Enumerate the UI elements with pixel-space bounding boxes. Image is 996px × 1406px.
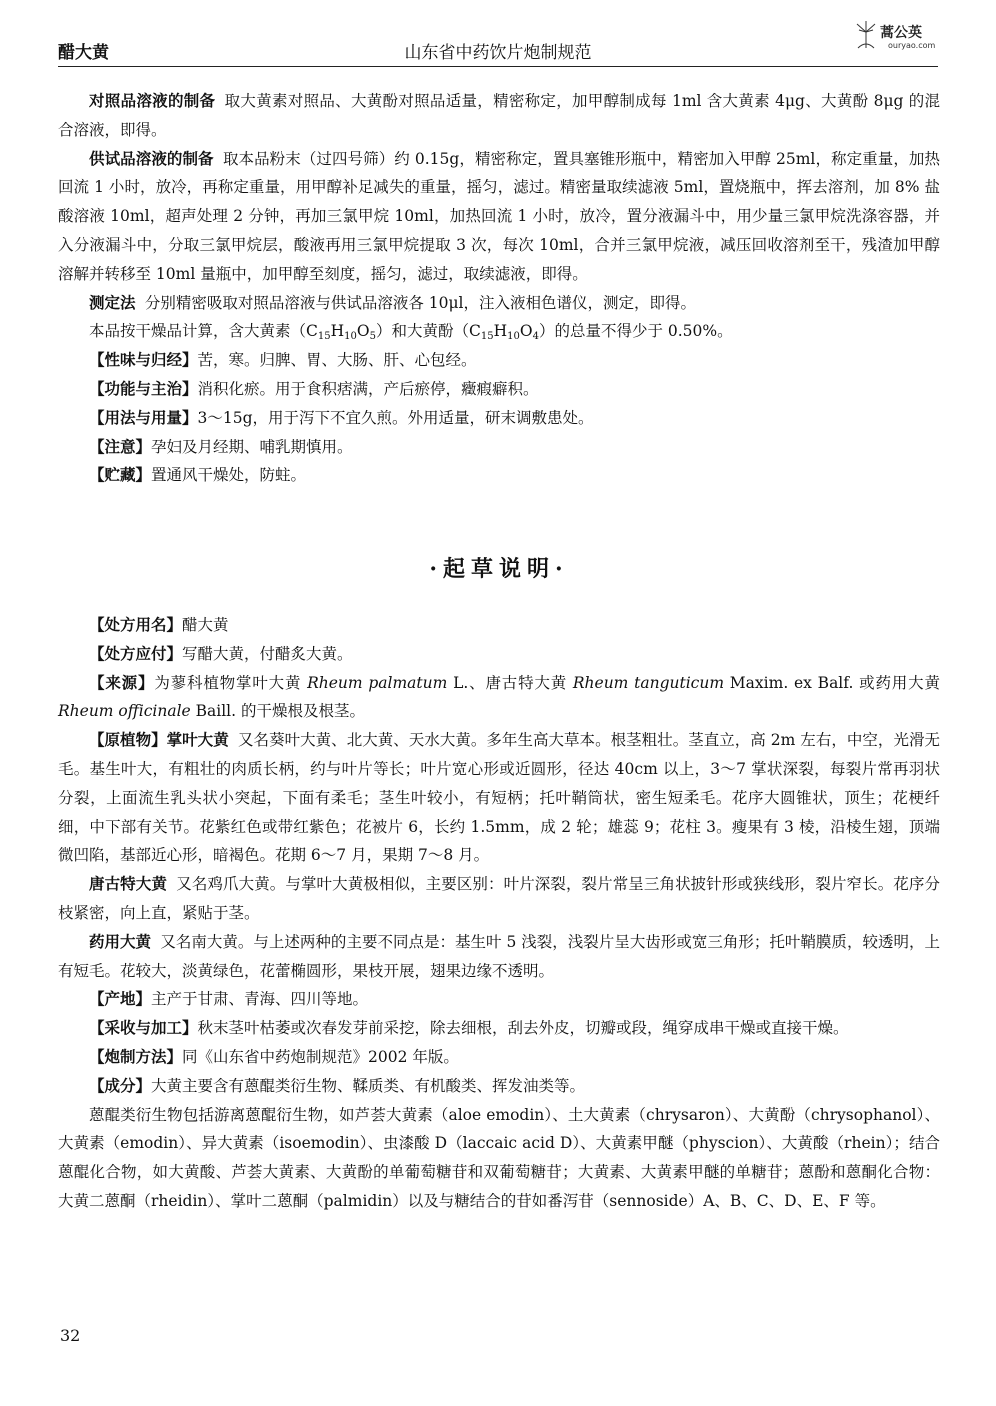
subsection-label: 掌叶大黄	[166, 730, 229, 750]
header-center-title: 山东省中药饮片炮制规范	[404, 43, 592, 63]
header-left-title: 醋大黄	[58, 43, 109, 63]
function-paragraph: 【功能与主治】消积化瘀。用于食积痞满，产后瘀停，癥瘕癖积。	[89, 378, 539, 398]
determination-paragraph	[58, 289, 940, 318]
subsection-label: 药用大黄	[89, 931, 152, 951]
page-number: 32	[60, 1326, 81, 1345]
section-label: 【原植物】	[89, 730, 167, 750]
section-label: 【产地】	[89, 989, 152, 1009]
section-label: 【成分】	[89, 1075, 152, 1095]
page-header	[58, 25, 938, 64]
section-label: 【功能与主治】	[89, 378, 198, 398]
dandelion-icon	[854, 20, 878, 50]
header-divider	[58, 66, 938, 67]
assay-section	[58, 87, 940, 490]
method-paragraph: 【炮制方法】同《山东省中药炮制规范》2002 年版。	[89, 1046, 459, 1066]
caution-paragraph: 【注意】孕妇及月经期、哺乳期慎用。	[89, 436, 353, 456]
paragraph-text: 取本品粉末（过四号筛）约 0.15g，精密称定，置具塞锥形瓶中，精密加入甲醇 25ml，称定重量，加热回流 1 小时，放冷，再称定重量，用甲醇补足减失的重量，摇匀，滤过。精密量取续滤液 5ml，置烧瓶中，挥去溶剂，加 8% 盐酸溶液 10ml，超声处理 2 分钟，再加三氯甲烷 10ml，加热回流 1 小时，放冷，置分液漏斗中，用少量三氯甲烷洗涤容器，并入分液漏斗中，分取三氯甲烷层，酸液再用三氯甲烷提取 3 次，每次 10ml，合并三氯甲烷液，减压回收溶剂至干，残渣加甲醇溶解并转移至 10ml 量瓶中，加甲醇至刻度，摇匀，滤过，取续滤液，即得。	[58, 149, 940, 283]
section-label: 【性味与归经】	[89, 350, 198, 370]
prescription-paragraph: 【处方应付】写醋大黄，付醋炙大黄。	[89, 643, 353, 663]
section-label: 供试品溶液的制备	[89, 148, 214, 168]
source-paragraph: 【来源】为蓼科植物掌叶大黄 Rheum palmatum L.、唐古特大黄 Rheum tanguticum Maxim. ex Balf. 或药用大黄 Rheum officinale Baill. 的干燥根及根茎。	[58, 672, 940, 721]
reference-solution-paragraph	[58, 87, 940, 145]
components-paragraph: 【成分】大黄主要含有蒽醌类衍生物、鞣质类、有机酸类、挥发油类等。	[89, 1075, 586, 1095]
section-label: 【处方用名】	[89, 615, 183, 634]
tangut-paragraph: 唐古特大黄 又名鸡爪大黄。与掌叶大黄极相似，主要区别：叶片深裂，裂片常呈三角状披针形或狭线形，裂片窄长。花序分枝紧密，向上直，紧贴于茎。	[58, 874, 940, 922]
logo-url: ouryao.com	[888, 41, 936, 50]
section-label: 【来源】	[89, 672, 155, 692]
logo-text: 蒿公英	[880, 25, 922, 41]
section-label: 对照品溶液的制备	[89, 91, 216, 110]
origin-paragraph: 【产地】主产于甘肃、青海、四川等地。	[89, 989, 369, 1009]
paragraph-text: 取大黄素对照品、大黄酚对照品适量，精密称定，加甲醇制成每 1ml 含大黄素 4μg、大黄酚 8μg 的混合溶液，即得。	[58, 92, 940, 139]
section-title: ·起草说明·	[429, 556, 569, 582]
dosage-paragraph: 【用法与用量】3～15g，用于泻下不宜久煎。外用适量，研末调敷患处。	[89, 407, 594, 427]
section-label: 【注意】	[89, 436, 152, 456]
section-label: 测定法	[89, 292, 136, 312]
drafting-notes	[58, 611, 940, 1216]
storage-paragraph: 【贮藏】置通风干燥处，防蛀。	[89, 465, 307, 485]
section-label: 【炮制方法】	[89, 1046, 183, 1066]
section-label: 【处方应付】	[89, 643, 183, 663]
test-solution-paragraph	[58, 145, 940, 289]
paragraph-text: 分别精密吸取对照品溶液与供试品溶液各 10μl，注入液相色谱仪，测定，即得。	[144, 293, 696, 312]
site-logo	[854, 18, 944, 58]
content-limit-paragraph: 本品按干燥品计算，含大黄素$(C_{15}H_{10}O_5)$和大黄酚$(C_{15}H_{10}O_4)$的总量不得少于 0.50%。	[89, 322, 733, 343]
section-label: 【贮藏】	[89, 465, 152, 485]
section-label: 【采收与加工】	[89, 1018, 198, 1038]
subsection-label: 唐古特大黄	[89, 874, 167, 894]
harvest-paragraph: 【采收与加工】秋末茎叶枯萎或次春发芽前采挖，除去细根，刮去外皮，切瓣或段，绳穿成串干燥或直接干燥。	[89, 1018, 849, 1038]
anthraquinone-paragraph: 蒽醌类衍生物包括游离蒽醌衍生物，如芦荟大黄素（aloe emodin）、土大黄素（chrysaron）、大黄酚（chrysophanol）、大黄素（emodin）、异大黄素（isoemodin）、虫漆酸 D（laccaic acid D）、大黄素甲醚（physcion）、大黄酸（rhein）；结合蒽醌化合物，如大黄酸、芦荟大黄素、大黄酚的单葡萄糖苷和双葡萄糖苷；大黄素、大黄素甲醚的单糖苷；蒽酚和蒽酮化合物：大黄二蒽酮（rheidin）、掌叶二蒽酮（palmidin）以及与糖结合的苷如番泻苷（sennoside）A、B、C、D、E、F 等。	[58, 1105, 940, 1210]
property-paragraph: 【性味与归经】苦，寒。归脾、胃、大肠、肝、心包经。	[89, 350, 477, 370]
name-paragraph: 【处方用名】醋大黄	[89, 615, 229, 634]
section-label: 【用法与用量】	[89, 407, 198, 427]
plant-paragraph: 【原植物】掌叶大黄 又名葵叶大黄、北大黄、天水大黄。多年生高大草本。根茎粗壮。茎直立，高 2m 左右，中空，光滑无毛。基生叶大，有粗壮的肉质长柄，约与叶片等长；叶片宽心形或近圆形，径达 40cm 以上，3～7 掌状深裂，每裂片常再羽状分裂，上面流生乳头状小突起，下面有柔毛；茎生叶较小，有短柄；托叶鞘筒状，密生短柔毛。花序大圆锥状，顶生；花梗纤细，中下部有关节。花紫红色或带红紫色；花被片 6，长约 1.5mm，成 2 轮；雄蕊 9；花柱 3。瘦果有 3 棱，沿棱生翅，顶端微凹陷，基部近心形，暗褐色。花期 6～7 月，果期 7～8 月。	[58, 730, 940, 865]
officinale-paragraph: 药用大黄 又名南大黄。与上述两种的主要不同点是：基生叶 5 浅裂，浅裂片呈大齿形或宽三角形；托叶鞘膜质，较透明，上有短毛。花较大，淡黄绿色，花蕾椭圆形，果枝开展，翅果边缘不透明。	[58, 931, 940, 980]
